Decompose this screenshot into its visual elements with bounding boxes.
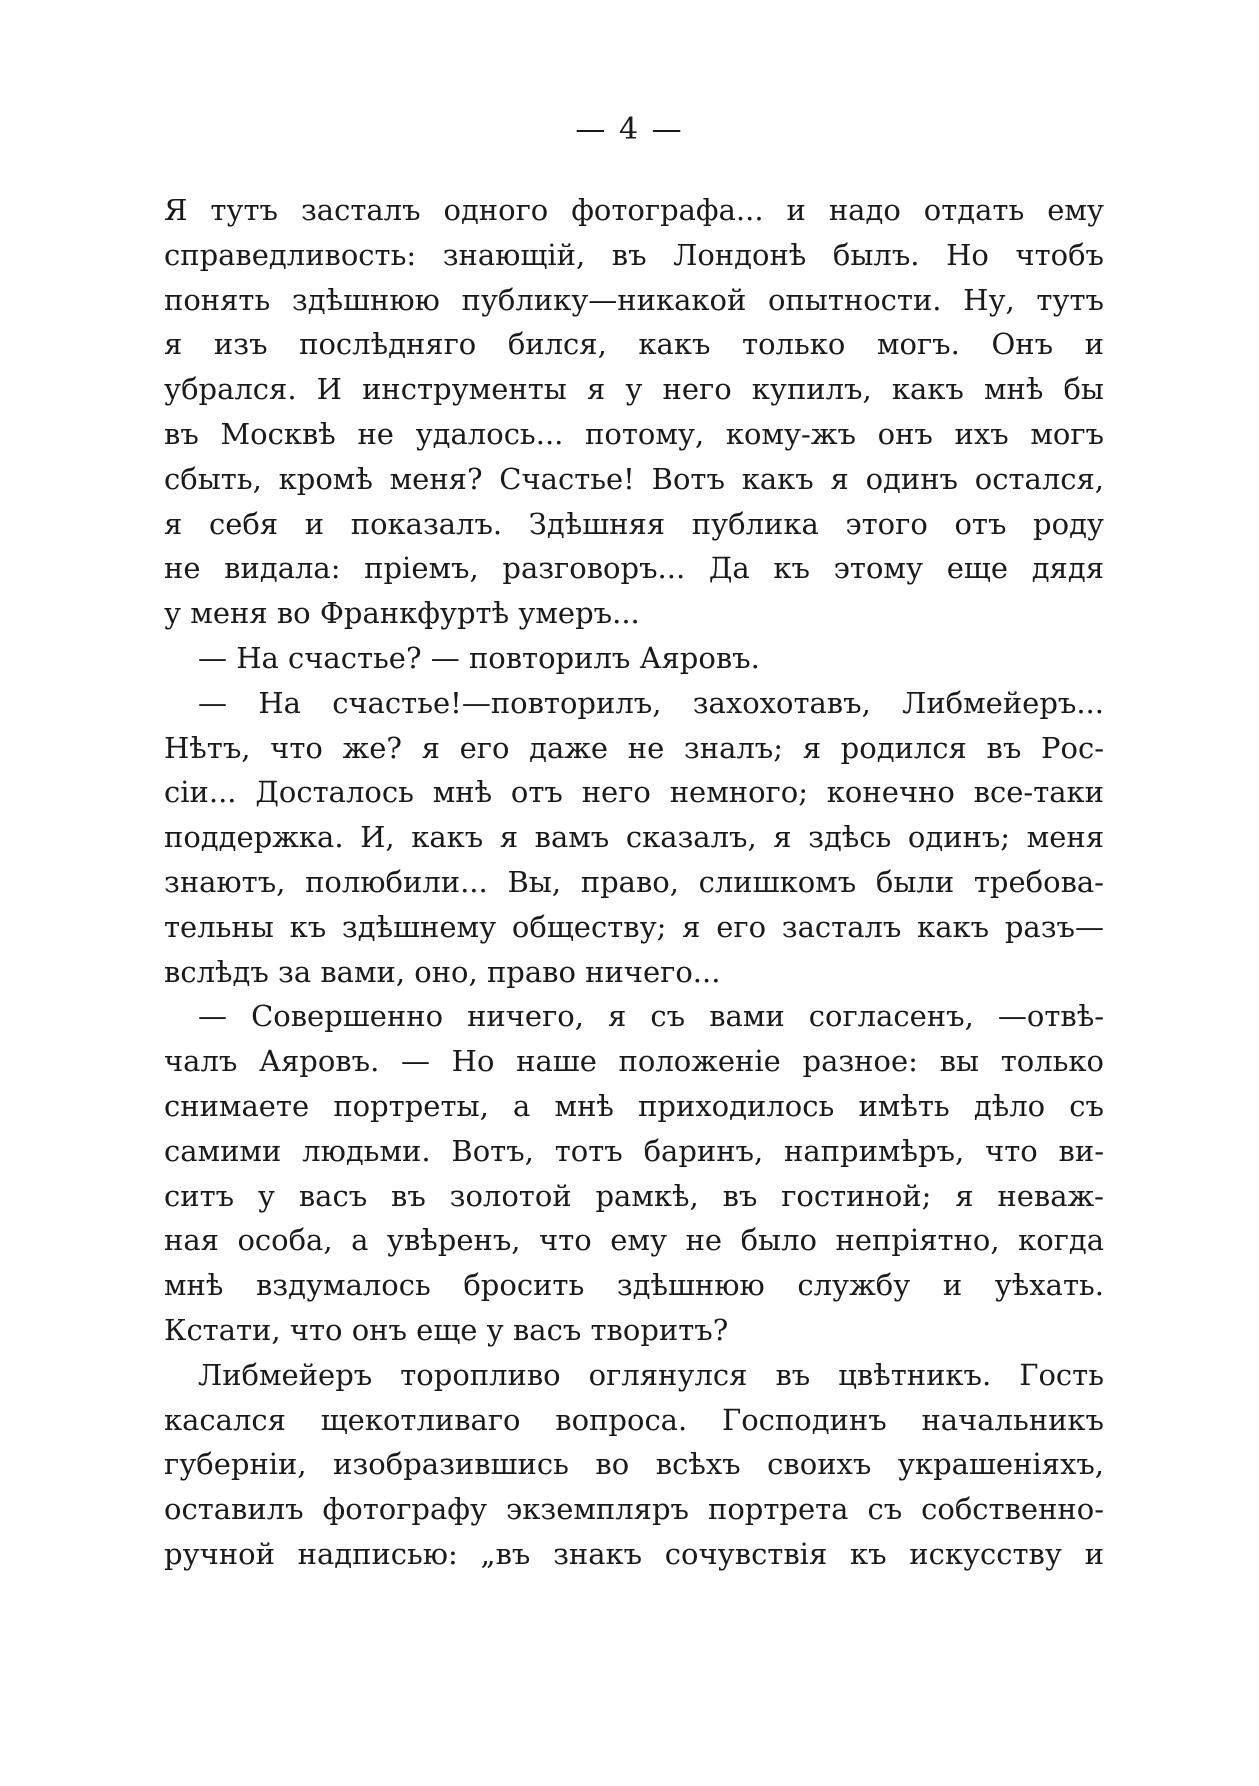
- text-line: мнѣ вздумалось бросить здѣшнюю службу и уѣхать.: [164, 1268, 1104, 1303]
- text-line: чалъ Аяровъ. — Но наше положеніе разное: вы только: [164, 1044, 1104, 1079]
- text-line: ситъ у васъ въ золотой рамкѣ, въ гостиной; я неваж-: [164, 1178, 1104, 1213]
- text-line: Я тутъ засталъ одного фотографа... и надо отдать ему: [164, 193, 1104, 227]
- text-line: самими людьми. Вотъ, тотъ баринъ, напримѣръ, что ви-: [164, 1133, 1104, 1168]
- text-line: оставилъ фотографу экземпляръ портрета съ собственно-: [164, 1492, 1104, 1527]
- text-line: ная особа, а увѣренъ, что ему не было непріятно, когда: [164, 1223, 1104, 1258]
- text-line: — На счастье!—повторилъ, захохотавъ, Либмейеръ...: [198, 685, 1104, 720]
- text-line: сбыть, кромѣ меня? Счастье! Вотъ какъ я одинъ остался,: [164, 461, 1104, 496]
- text-line: сіи... Досталось мнѣ отъ него немного; конечно все-таки: [164, 775, 1104, 810]
- text-line: губерніи, изобразившись во всѣхъ своихъ украшеніяхъ,: [164, 1447, 1104, 1482]
- text-line: Нѣтъ, что же? я его даже не зналъ; я родился въ Рос-: [164, 730, 1104, 765]
- page-number: — 4 —: [575, 112, 684, 147]
- text-line: не видала: пріемъ, разговоръ... Да къ этому еще дядя: [164, 551, 1104, 586]
- text-line: Кстати, что онъ еще у васъ творитъ?: [164, 1312, 729, 1347]
- text-line: касался щекотливаго вопроса. Господинъ начальникъ: [164, 1402, 1104, 1437]
- text-line: у меня во Франкфуртѣ умеръ...: [164, 596, 640, 631]
- text-line: тельны къ здѣшнему обществу; я его засталъ какъ разъ—: [164, 909, 1104, 944]
- text-line: — На счастье? — повторилъ Аяровъ.: [198, 640, 760, 675]
- text-line: я себя и показалъ. Здѣшняя публика этого отъ роду: [164, 506, 1104, 541]
- text-line: понять здѣшнюю публику—никакой опытности. Ну, тутъ: [164, 282, 1104, 317]
- text-line: въ Москвѣ не удалось... потому, кому-жъ онъ ихъ могъ: [164, 416, 1104, 451]
- text-line: ручной надписью: „въ знакъ сочувствія къ искусству и: [164, 1536, 1104, 1571]
- text-line: справедливость: знающій, въ Лондонѣ былъ. Но чтобъ: [164, 237, 1104, 272]
- text-line: поддержка. И, какъ я вамъ сказалъ, я здѣсь одинъ; меня: [164, 820, 1104, 855]
- body-text: [164, 188, 1104, 1577]
- text-line: убрался. И инструменты я у него купилъ, какъ мнѣ бы: [164, 372, 1104, 407]
- text-line: знаютъ, полюбили... Вы, право, слишкомъ были требова-: [164, 864, 1104, 899]
- text-line: вслѣдъ за вами, оно, право ничего...: [164, 954, 721, 989]
- text-line: я изъ послѣдняго бился, какъ только могъ. Онъ и: [164, 327, 1104, 362]
- text-line: Либмейеръ торопливо оглянулся въ цвѣтникъ. Гость: [198, 1357, 1104, 1392]
- text-line: снимаете портреты, а мнѣ приходилось имѣть дѣло съ: [164, 1088, 1104, 1123]
- text-line: — Совершенно ничего, я съ вами согласенъ, —отвѣ-: [198, 999, 1104, 1034]
